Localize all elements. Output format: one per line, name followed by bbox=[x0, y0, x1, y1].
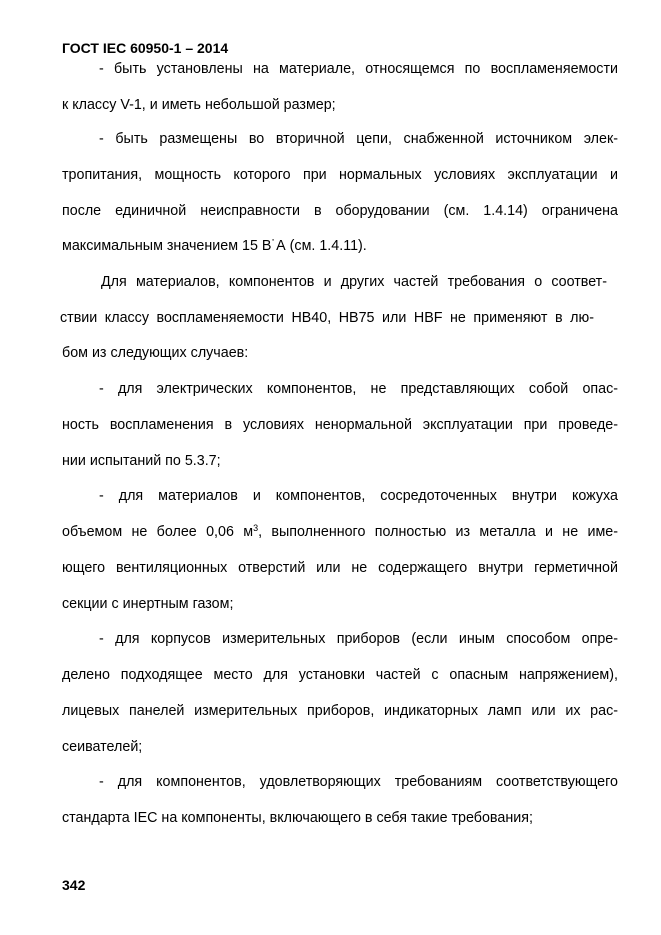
text-line: - для материалов и компонентов, сосредоточенных внутри кожуха bbox=[99, 488, 618, 504]
text-line: ность воспламенения в условиях ненормальной эксплуатации при проведе- bbox=[62, 417, 618, 433]
text-line: ствии классу воспламеняемости НВ40, НВ75 или HBF не применяют в лю- bbox=[60, 310, 594, 326]
document-header: ГОСТ IEC 60950-1 – 2014 bbox=[62, 40, 229, 56]
text-line: делено подходящее место для установки частей с опасным напряжением), bbox=[62, 667, 618, 683]
text-line bbox=[62, 522, 618, 542]
text-line: - быть размещены во вторичной цепи, снабженной источником элек- bbox=[99, 131, 618, 147]
text-line: - для электрических компонентов, не представляющих собой опас- bbox=[99, 381, 618, 397]
text-line: лицевых панелей измерительных приборов, индикаторных ламп или их рас- bbox=[62, 703, 618, 719]
text-line: нии испытаний по 5.3.7; bbox=[62, 453, 221, 469]
text-line: секции с инертным газом; bbox=[62, 596, 234, 612]
text-line: - быть установлены на материале, относящемся по воспламеняемости bbox=[99, 61, 618, 77]
text-line: Для материалов, компонентов и других частей требования о соответ- bbox=[101, 274, 607, 290]
superscript: 3 bbox=[253, 523, 259, 533]
text-line: стандарта IEC на компоненты, включающего в себя такие требования; bbox=[62, 810, 533, 826]
text-line: тропитания, мощность которого при нормальных условиях эксплуатации и bbox=[62, 167, 618, 183]
text-line: - для корпусов измерительных приборов (если иным способом опре- bbox=[99, 631, 618, 647]
text-line: сеивателей; bbox=[62, 739, 143, 755]
text-segment: объемом не более 0,06 м bbox=[62, 524, 254, 540]
page-number: 342 bbox=[62, 877, 86, 893]
text-line: ющего вентиляционных отверстий или не содержащего внутри герметичной bbox=[62, 560, 618, 576]
text-line: максимальным значением 15 В˙А (см. 1.4.11). bbox=[62, 238, 367, 254]
text-line: к классу V-1, и иметь небольшой размер; bbox=[62, 97, 336, 113]
text-line: бом из следующих случаев: bbox=[62, 345, 249, 361]
text-line: после единичной неисправности в оборудовании (см. 1.4.14) ограничена bbox=[62, 203, 618, 219]
text-line: - для компонентов, удовлетворяющих требованиям соответствующего bbox=[99, 774, 618, 790]
text-segment: , выполненного полностью из металла и не име- bbox=[258, 524, 618, 540]
